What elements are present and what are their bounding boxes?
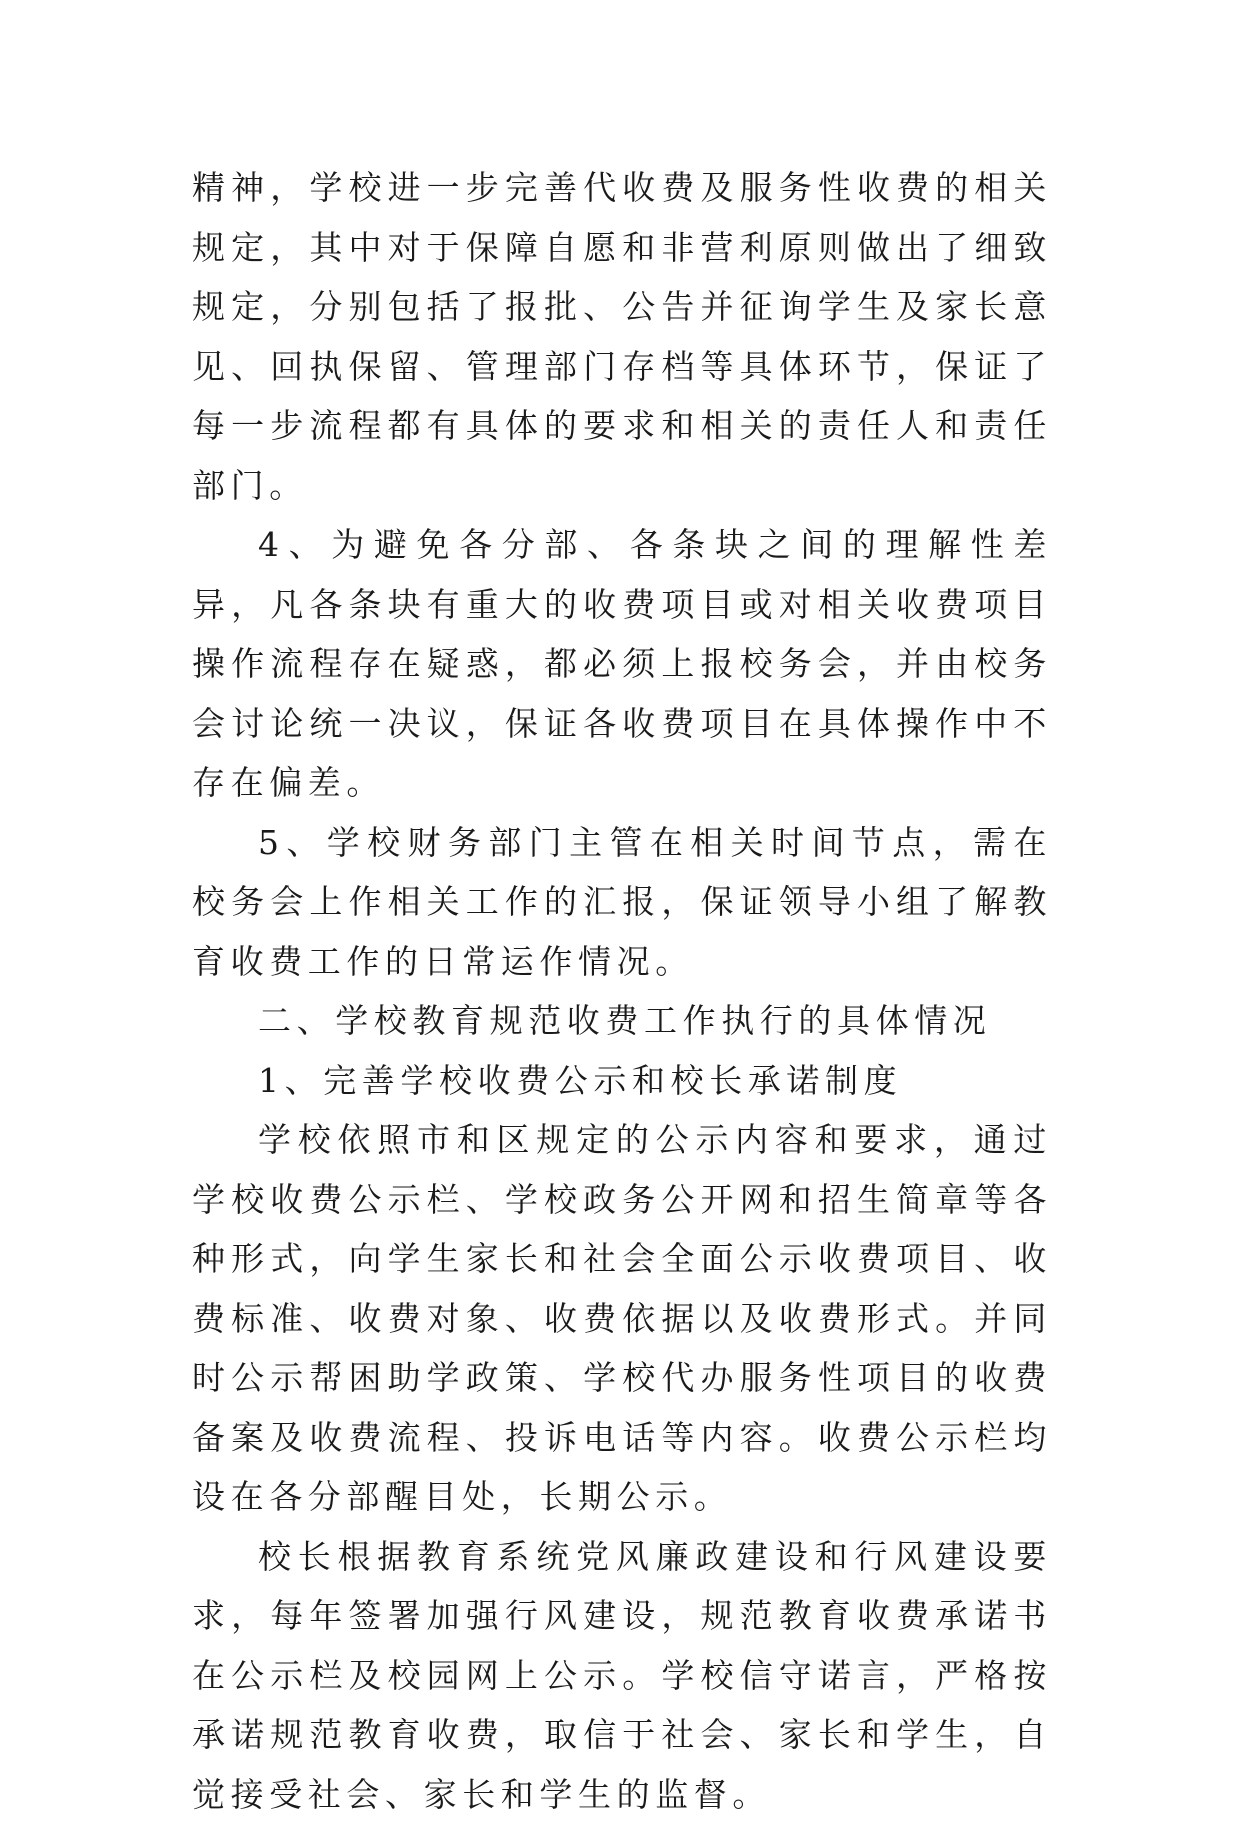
document-body <box>192 158 1052 1824</box>
paragraph-continuation: 精神，学校进一步完善代收费及服务性收费的相关规定，其中对于保障自愿和非营利原则做出了细致规定，分别包括了报批、公告并征询学生及家长意见、回执保留、管理部门存档等具体环节，保证了每一步流程都有具体的要求和相关的责任人和责任部门。 <box>192 158 1052 515</box>
paragraph-principal-pledge: 校长根据教育系统党风廉政建设和行风建设要求，每年签署加强行风建设，规范教育收费承诺书在公示栏及校园网上公示。学校信守诺言，严格按承诺规范教育收费，取信于社会、家长和学生，自觉接受社会、家长和学生的监督。 <box>192 1527 1052 1824</box>
paragraph-item-5: 5、学校财务部门主管在相关时间节点，需在校务会上作相关工作的汇报，保证领导小组了解教育收费工作的日常运作情况。 <box>192 813 1052 992</box>
section-heading-2: 二、学校教育规范收费工作执行的具体情况 <box>192 991 1052 1051</box>
paragraph-public-notice: 学校依照市和区规定的公示内容和要求，通过学校收费公示栏、学校政务公开网和招生简章等各种形式，向学生家长和社会全面公示收费项目、收费标准、收费对象、收费依据以及收费形式。并同时公示帮困助学政策、学校代办服务性项目的收费备案及收费流程、投诉电话等内容。收费公示栏均设在各分部醒目处，长期公示。 <box>192 1110 1052 1527</box>
subsection-heading-1: 1、完善学校收费公示和校长承诺制度 <box>192 1051 1052 1111</box>
paragraph-item-4: 4、为避免各分部、各条块之间的理解性差异，凡各条块有重大的收费项目或对相关收费项目操作流程存在疑惑，都必须上报校务会，并由校务会讨论统一决议，保证各收费项目在具体操作中不存在偏差。 <box>192 515 1052 813</box>
